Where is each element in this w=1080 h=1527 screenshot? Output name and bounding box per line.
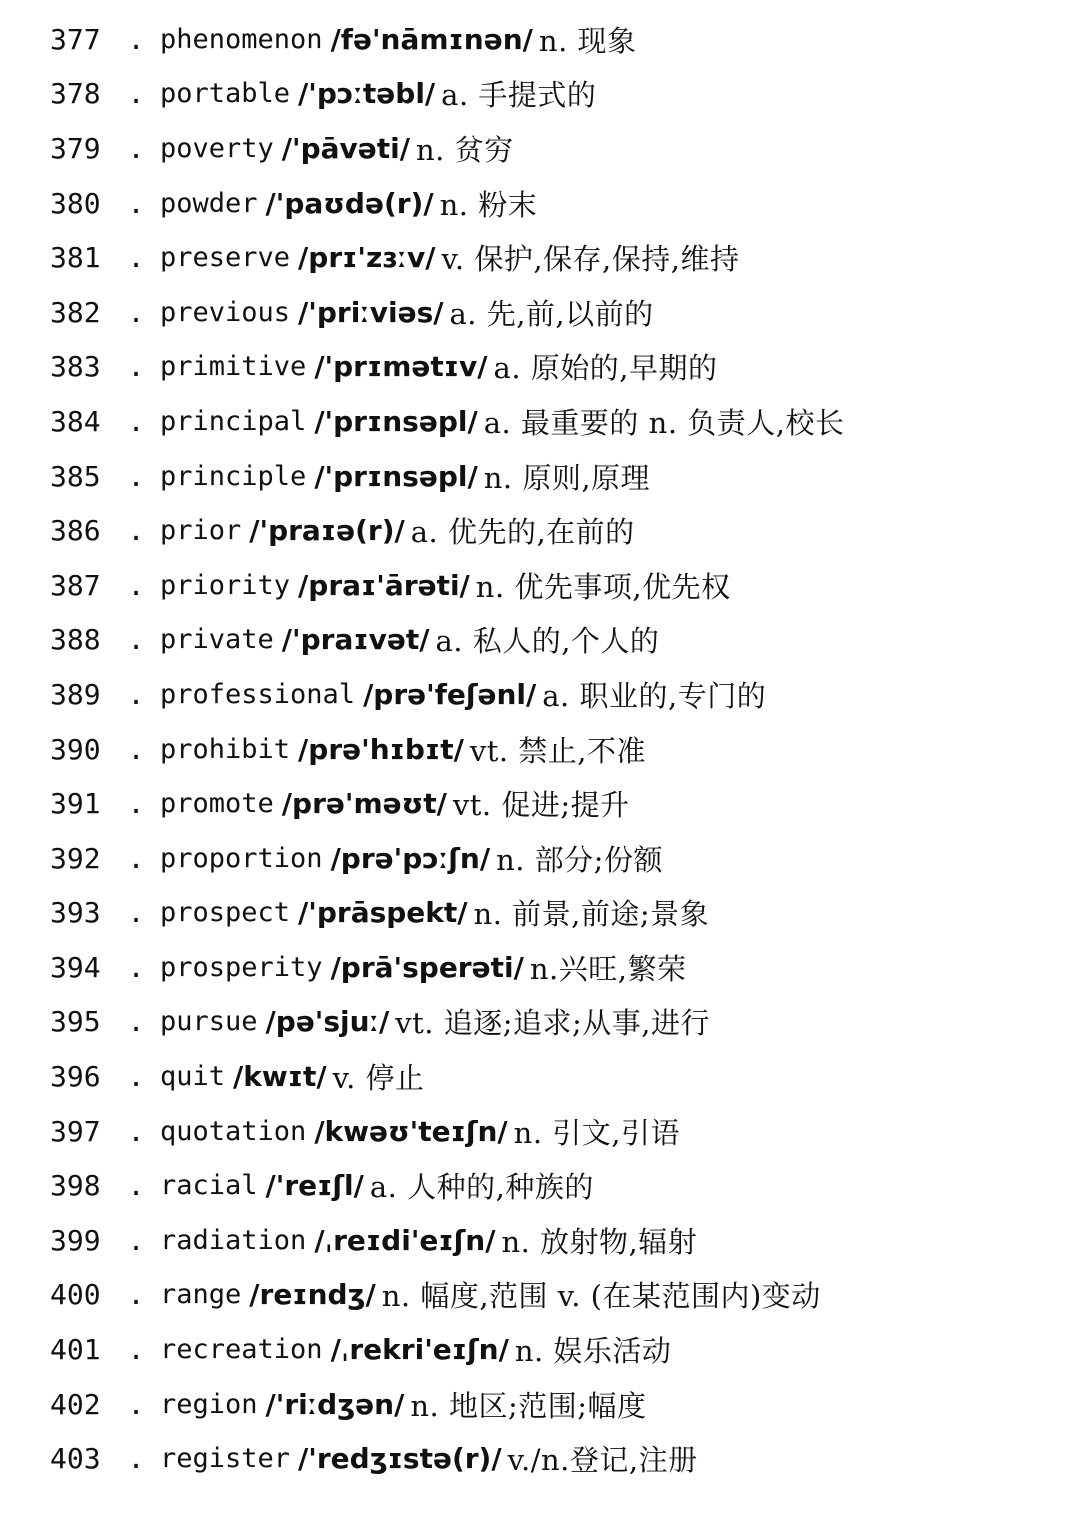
entry-separator: .: [127, 623, 145, 657]
entry-phonetic: /prə'hɪbɪt/: [298, 732, 464, 766]
entry-number: 401: [50, 1333, 101, 1367]
entry-word: priority: [160, 569, 291, 601]
entry-number: 396: [50, 1060, 101, 1094]
entry-separator: .: [127, 404, 145, 438]
entry-word: previous: [160, 296, 291, 328]
entry-word: region: [160, 1388, 258, 1420]
entry-separator: .: [127, 732, 145, 766]
entry-word: primitive: [160, 351, 307, 383]
entry-phonetic: /kwəʊ'teɪʃn/: [314, 1114, 508, 1148]
entry-word: range: [160, 1279, 242, 1311]
entry-separator: .: [127, 1333, 145, 1367]
entry-number: 387: [50, 568, 101, 602]
vocab-entry: [50, 613, 1060, 668]
entry-separator: .: [127, 459, 145, 493]
entry-meaning: a. 手提式的: [441, 78, 597, 113]
entry-separator: .: [127, 787, 145, 821]
entry-word: register: [160, 1443, 291, 1475]
entry-phonetic: /fə'nāmɪnən/: [330, 22, 533, 56]
entry-separator: .: [127, 241, 145, 275]
entry-phonetic: /ˌrekri'eɪʃn/: [330, 1333, 509, 1367]
entry-word: preserve: [160, 242, 291, 274]
vocab-entry: [50, 722, 1060, 777]
entry-phonetic: /pə'sjuː/: [265, 1005, 390, 1039]
entry-meaning: vt. 禁止,不准: [469, 733, 647, 768]
entry-meaning: vt. 促进;提升: [452, 788, 630, 823]
entry-number: 402: [50, 1387, 101, 1421]
vocab-entry: [50, 176, 1060, 231]
vocab-entry: [50, 1322, 1060, 1377]
entry-word: prohibit: [160, 733, 291, 765]
entry-separator: .: [127, 1005, 145, 1039]
entry-number: 383: [50, 350, 101, 384]
entry-number: 394: [50, 950, 101, 984]
entry-word: promote: [160, 788, 274, 820]
entry-number: 393: [50, 896, 101, 930]
entry-separator: .: [127, 131, 145, 165]
vocab-entry: [50, 1104, 1060, 1159]
entry-word: quit: [160, 1061, 226, 1093]
entry-phonetic: /'priːviəs/: [298, 295, 444, 329]
entry-phonetic: /'paʊdə(r)/: [265, 186, 434, 220]
entry-word: powder: [160, 187, 258, 219]
entry-word: professional: [160, 678, 356, 710]
entry-separator: .: [127, 186, 145, 220]
entry-meaning: vt. 追逐;追求;从事,进行: [395, 1006, 710, 1041]
entry-phonetic: /reɪndʒ/: [249, 1278, 376, 1312]
entry-separator: .: [127, 1278, 145, 1312]
entry-meaning: a. 原始的,早期的: [493, 351, 718, 386]
entry-separator: .: [127, 514, 145, 548]
entry-separator: .: [127, 1114, 145, 1148]
vocab-entry: [50, 340, 1060, 395]
entry-meaning: n.兴旺,繁荣: [529, 951, 687, 986]
vocab-entry: [50, 67, 1060, 122]
vocab-entry: [50, 449, 1060, 504]
entry-phonetic: /praɪ'ārəti/: [298, 568, 470, 602]
entry-word: poverty: [160, 132, 274, 164]
entry-meaning: n. 引文,引语: [513, 1115, 680, 1150]
vocab-entry: [50, 940, 1060, 995]
entry-number: 391: [50, 787, 101, 821]
entry-meaning: a. 人种的,种族的: [369, 1170, 594, 1205]
vocabulary-list: [50, 12, 1060, 1486]
entry-number: 397: [50, 1114, 101, 1148]
entry-separator: .: [127, 77, 145, 111]
entry-word: quotation: [160, 1115, 307, 1147]
entry-phonetic: /'prāspekt/: [298, 896, 468, 930]
entry-phonetic: /'redʒɪstə(r)/: [298, 1442, 502, 1476]
entry-word: proportion: [160, 842, 323, 874]
entry-number: 398: [50, 1169, 101, 1203]
entry-word: pursue: [160, 1006, 258, 1038]
vocab-entry: [50, 667, 1060, 722]
vocab-entry: [50, 776, 1060, 831]
entry-number: 395: [50, 1005, 101, 1039]
entry-number: 381: [50, 241, 101, 275]
entry-separator: .: [127, 568, 145, 602]
entry-number: 400: [50, 1278, 101, 1312]
entry-word: portable: [160, 78, 291, 110]
vocab-entry: [50, 394, 1060, 449]
vocab-entry: [50, 831, 1060, 886]
entry-word: phenomenon: [160, 23, 323, 55]
entry-phonetic: /'prɪnsəpl/: [314, 459, 478, 493]
entry-number: 384: [50, 404, 101, 438]
entry-meaning: n. 部分;份额: [496, 842, 663, 877]
entry-meaning: a. 优先的,在前的: [410, 515, 635, 550]
entry-number: 389: [50, 677, 101, 711]
entry-separator: .: [127, 677, 145, 711]
vocab-entry: [50, 503, 1060, 558]
entry-phonetic: /prə'pɔːʃn/: [330, 841, 491, 875]
entry-number: 379: [50, 131, 101, 165]
entry-meaning: a. 最重要的 n. 负责人,校长: [483, 405, 845, 440]
entry-phonetic: /'praɪvət/: [281, 623, 430, 657]
vocab-entry: [50, 1049, 1060, 1104]
vocab-entry: [50, 1431, 1060, 1486]
entry-separator: .: [127, 841, 145, 875]
vocab-entry: [50, 1213, 1060, 1268]
entry-number: 392: [50, 841, 101, 875]
entry-meaning: n. 粉末: [439, 187, 538, 222]
vocab-entry: [50, 558, 1060, 613]
entry-number: 403: [50, 1442, 101, 1476]
entry-word: prospect: [160, 897, 291, 929]
vocab-entry: [50, 230, 1060, 285]
entry-separator: .: [127, 22, 145, 56]
entry-number: 380: [50, 186, 101, 220]
entry-phonetic: /'praɪə(r)/: [249, 514, 405, 548]
entry-meaning: v. 停止: [332, 1061, 425, 1096]
entry-meaning: n. 前景,前途;景象: [473, 897, 710, 932]
entry-word: prior: [160, 515, 242, 547]
entry-word: radiation: [160, 1224, 307, 1256]
entry-phonetic: /'prɪmətɪv/: [314, 350, 488, 384]
entry-separator: .: [127, 1387, 145, 1421]
entry-meaning: v. 保护,保存,保持,维持: [441, 242, 740, 277]
entry-number: 386: [50, 514, 101, 548]
entry-meaning: n. 幅度,范围 v. (在某范围内)变动: [381, 1279, 821, 1314]
entry-meaning: a. 职业的,专门的: [542, 678, 767, 713]
entry-meaning: n. 娱乐活动: [514, 1334, 672, 1369]
entry-separator: .: [127, 1169, 145, 1203]
entry-separator: .: [127, 1060, 145, 1094]
entry-phonetic: /prə'məʊt/: [281, 787, 447, 821]
entry-phonetic: /'reɪʃl/: [265, 1169, 364, 1203]
entry-separator: .: [127, 295, 145, 329]
entry-word: private: [160, 624, 274, 656]
entry-meaning: n. 地区;范围;幅度: [410, 1388, 647, 1423]
vocab-entry: [50, 886, 1060, 941]
entry-word: racial: [160, 1170, 258, 1202]
vocab-entry: [50, 995, 1060, 1050]
entry-phonetic: /'prɪnsəpl/: [314, 404, 478, 438]
entry-phonetic: /kwɪt/: [233, 1060, 327, 1094]
entry-meaning: a. 先,前,以前的: [449, 296, 654, 331]
entry-number: 390: [50, 732, 101, 766]
vocab-entry: [50, 1377, 1060, 1432]
entry-number: 385: [50, 459, 101, 493]
entry-separator: .: [127, 950, 145, 984]
entry-meaning: v./n.登记,注册: [507, 1443, 698, 1478]
entry-word: principal: [160, 405, 307, 437]
entry-number: 377: [50, 22, 101, 56]
vocab-entry: [50, 1268, 1060, 1323]
entry-meaning: n. 现象: [538, 23, 637, 58]
entry-separator: .: [127, 1223, 145, 1257]
entry-meaning: n. 放射物,辐射: [501, 1224, 698, 1259]
entry-phonetic: /'riːdʒən/: [265, 1387, 405, 1421]
entry-number: 378: [50, 77, 101, 111]
entry-phonetic: /prā'sperəti/: [330, 950, 524, 984]
entry-separator: .: [127, 896, 145, 930]
entry-separator: .: [127, 1442, 145, 1476]
vocab-entry: [50, 12, 1060, 67]
entry-meaning: n. 原则,原理: [483, 460, 651, 495]
entry-phonetic: /'pāvəti/: [281, 131, 410, 165]
vocab-entry: [50, 285, 1060, 340]
entry-number: 388: [50, 623, 101, 657]
entry-number: 382: [50, 295, 101, 329]
entry-phonetic: /ˌreɪdi'eɪʃn/: [314, 1223, 496, 1257]
entry-phonetic: /prɪ'zɜːv/: [298, 241, 436, 275]
entry-separator: .: [127, 350, 145, 384]
entry-meaning: a. 私人的,个人的: [435, 624, 660, 659]
entry-phonetic: /prə'feʃənl/: [363, 677, 537, 711]
entry-phonetic: /'pɔːtəbl/: [298, 77, 436, 111]
entry-number: 399: [50, 1223, 101, 1257]
vocab-entry: [50, 121, 1060, 176]
entry-word: principle: [160, 460, 307, 492]
entry-meaning: n. 优先事项,优先权: [475, 569, 731, 604]
vocab-entry: [50, 1158, 1060, 1213]
entry-word: prosperity: [160, 951, 323, 983]
entry-meaning: n. 贫穷: [415, 132, 514, 167]
entry-word: recreation: [160, 1334, 323, 1366]
